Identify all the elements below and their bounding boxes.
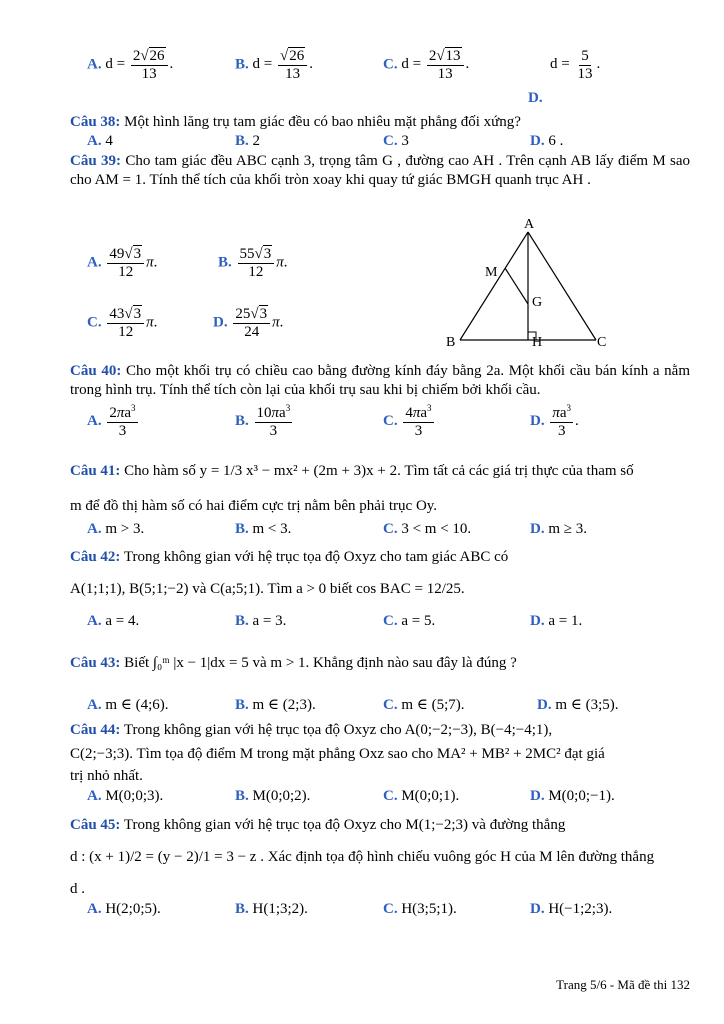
q44-option-d: D. M(0;0;−1). [530, 788, 615, 804]
q41-option-b: B. m < 3. [235, 521, 292, 537]
q38-option-b: B. 2 [235, 133, 261, 149]
page-footer: Trang 5/6 - Mã đề thi 132 [556, 977, 690, 992]
q44-option-c: C. M(0;0;1). [383, 788, 460, 804]
q39-question: Câu 39: Cho tam giác đều ABC cạnh 3, trọng tâm G , đường cao AH . Trên cạnh AB lấy điểm M sao cho AM = 1. Tính thể tích của khối tròn xoay khi quay tứ giác BMGH quanh trục AH . [70, 153, 691, 188]
q41-question-line1: Câu 41: Cho hàm số y = 1/3 x³ − mx² + (2m + 3)x + 2. Tìm tất cả các giá trị thực của tham số [70, 463, 634, 479]
q37-option-d: d = $\frac{5}{13}$ . [550, 48, 601, 82]
q37-option-d-label: D. [528, 90, 543, 106]
q40-option-d: D. $\frac{\pi a^3}{3}$ . [530, 403, 579, 439]
q42-option-a: A. a = 4. [87, 613, 140, 629]
q38-option-d: D. 6 . [530, 133, 564, 149]
q37-option-c: C. d = $\frac{2√13}{13}$ . [383, 48, 470, 82]
fig-label-c: C [597, 335, 607, 350]
fig-label-b: B [446, 335, 456, 350]
q43-option-d: D. m ∈ (3;5). [537, 697, 619, 713]
q41-option-d: D. m ≥ 3. [530, 521, 587, 537]
q40-option-a: A. $\frac{2\pi a^3}{3}$ [87, 403, 136, 439]
q38-option-a: A. 4 [87, 133, 113, 149]
q45-question-line3: d . [70, 881, 85, 897]
fig-label-m: M [485, 265, 498, 280]
q45-option-d: D. H(−1;2;3). [530, 901, 613, 917]
q44-option-b: B. M(0;0;2). [235, 788, 311, 804]
q41-option-c: C. 3 < m < 10. [383, 521, 472, 537]
q45-question-line2: d : (x + 1)/2 = (y − 2)/1 = 3 − z . Xác định tọa độ hình chiếu vuông góc H của M lên đường thẳng [70, 849, 655, 865]
q42-option-b: B. a = 3. [235, 613, 287, 629]
q38-question: Câu 38: Một hình lăng trụ tam giác đều có bao nhiêu mặt phẳng đối xứng? [70, 114, 521, 130]
q43-option-a: A. m ∈ (4;6). [87, 697, 169, 713]
q42-question-line2: A(1;1;1), B(5;1;−2) và C(a;5;1). Tìm a > 0 biết cos BAC = 12/25. [70, 581, 465, 597]
q42-option-c: C. a = 5. [383, 613, 436, 629]
q42-option-d: D. a = 1. [530, 613, 583, 629]
q38-option-c: C. 3 [383, 133, 409, 149]
q43-option-b: B. m ∈ (2;3). [235, 697, 316, 713]
q45-option-a: A. H(2;0;5). [87, 901, 161, 917]
q41-question-line2: m để đồ thị hàm số có hai điểm cực trị nằm bên phải trục Oy. [70, 498, 438, 514]
q44-question-line3: trị nhỏ nhất. [70, 768, 143, 784]
q37-option-b: B. d = $\frac{√26}{13}$ . [235, 48, 313, 82]
q39-option-d: D. $\frac{25√3}{24}$ π. [213, 306, 284, 340]
q37-option-a: A. d = $\frac{2√26}{13}$ . [87, 48, 174, 82]
q39-option-b: B. $\frac{55√3}{12}$ π. [218, 246, 288, 280]
q40-question: Câu 40: Cho một khối trụ có chiều cao bằng đường kính đáy bằng 2a. Một khối cầu bán kính a nằm trong hình trụ. Tính thể tích còn lại của khối trụ sau khi bị chiếm bởi khối cầu. [70, 363, 690, 398]
q45-option-c: C. H(3;5;1). [383, 901, 457, 917]
q44-question-line1: Câu 44: Trong không gian với hệ trục tọa độ Oxyz cho A(0;−2;−3), B(−4;−4;1), [70, 722, 553, 738]
q40-option-b: B. $\frac{10\pi a^3}{3}$ [235, 403, 291, 439]
fig-label-h: H [532, 335, 543, 350]
fig-label-g: G [532, 295, 543, 310]
q42-question-line1: Câu 42: Trong không gian với hệ trục tọa độ Oxyz cho tam giác ABC có [70, 549, 509, 565]
fig-label-a: A [524, 217, 535, 232]
q43-option-c: C. m ∈ (5;7). [383, 697, 465, 713]
q43-question: Câu 43: Biết ∫₀ᵐ |x − 1|dx = 5 và m > 1. Khẳng định nào sau đây là đúng ? [70, 655, 517, 671]
q45-question-line1: Câu 45: Trong không gian với hệ trục tọa độ Oxyz cho M(1;−2;3) và đường thẳng [70, 817, 566, 833]
q45-option-b: B. H(1;3;2). [235, 901, 308, 917]
q41-option-a: A. m > 3. [87, 521, 145, 537]
q44-option-a: A. M(0;0;3). [87, 788, 164, 804]
q39-option-a: A. $\frac{49√3}{12}$ π. [87, 246, 158, 280]
q39-option-c: C. $\frac{43√3}{12}$ π. [87, 306, 158, 340]
q44-question-line2: C(2;−3;3). Tìm tọa độ điểm M trong mặt phẳng Oxz sao cho MA² + MB² + 2MC² đạt giá [70, 746, 605, 762]
q40-option-c: C. $\frac{4\pi a^3}{3}$ [383, 403, 432, 439]
q39-triangle-figure [440, 214, 640, 354]
